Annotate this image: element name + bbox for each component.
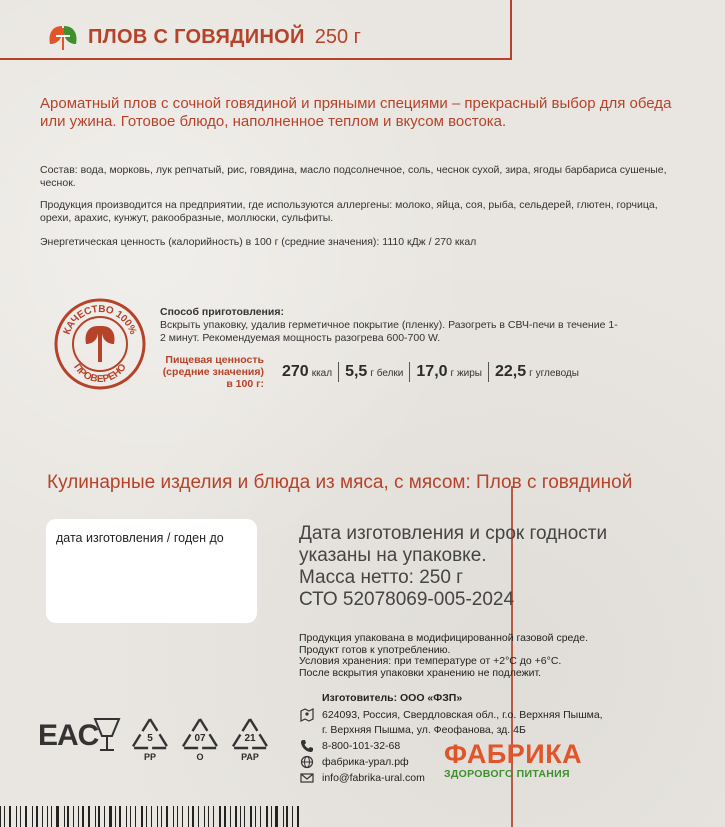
- barcode-bar: [67, 806, 68, 827]
- barcode-bar: [115, 806, 116, 827]
- barcode-bar: [126, 806, 127, 827]
- phone-number[interactable]: 8-800-101-32-68: [322, 740, 401, 752]
- barcode-bar: [157, 806, 158, 827]
- website-link[interactable]: фабрика-урал.рф: [322, 756, 409, 768]
- barcode-bar: [182, 806, 183, 827]
- top-divider-vertical: [510, 0, 512, 60]
- barcode-bar: [4, 806, 5, 827]
- nutrition-fat: [410, 363, 488, 381]
- product-category: Кулинарные изделия и блюда из мяса, с мясом: Плов с говядиной: [47, 472, 633, 493]
- package-info: [299, 633, 709, 679]
- brand-logo: [444, 740, 582, 780]
- barcode-bar: [219, 806, 221, 827]
- barcode-bar: [286, 806, 287, 827]
- barcode-bar: [188, 806, 189, 827]
- barcode-bar: [104, 806, 105, 827]
- address-line: г. Верхняя Пышма, ул. Феофанова, зд. 4Б: [322, 724, 526, 736]
- barcode-bar: [235, 806, 236, 827]
- barcode-bar: [73, 806, 74, 827]
- seal-bottom-text: ПРОВЕРЕНО: [71, 361, 129, 386]
- barcode-bar: [146, 806, 147, 827]
- barcode-bar: [20, 806, 21, 827]
- brand-leaf-icon: [48, 24, 78, 50]
- barcode-bar: [244, 806, 245, 827]
- preparation-text: Вскрыть упаковку, удалив герметичное покрытие (пленку). Разогреть в СВЧ-печи в течение 1-2 минут. Рекомендуемая мощность разогрева 600-700 W.: [160, 319, 618, 344]
- barcode-bar: [25, 806, 26, 827]
- nutrition-label-line: (средние значения): [162, 366, 264, 378]
- barcode-bar: [255, 806, 256, 827]
- product-header: [48, 24, 361, 50]
- preparation-block: [160, 306, 620, 345]
- nutrition-label-line: в 100 г:: [226, 378, 264, 390]
- nutrition-label: [160, 354, 264, 390]
- barcode-bar: [47, 806, 48, 827]
- product-title: ПЛОВ С ГОВЯДИНОЙ: [88, 25, 305, 48]
- recycle-label: O: [196, 752, 204, 762]
- date-box-label: дата изготовления / годен до: [56, 531, 224, 545]
- globe-icon: [300, 755, 314, 769]
- address-line: 624093, Россия, Свердловская обл., г.о. Верхняя Пышма,: [322, 709, 603, 721]
- barcode-bar: [109, 806, 111, 827]
- phone-icon: [300, 739, 314, 753]
- nutrition-protein: [339, 363, 409, 381]
- date-info: [299, 523, 699, 611]
- manufacturer-website: [300, 755, 409, 770]
- barcode-strip: [0, 806, 300, 827]
- barcode-bar: [151, 806, 152, 827]
- nutrition-unit: г белки: [370, 368, 404, 379]
- barcode-bar: [64, 806, 65, 827]
- food-safe-icon: [92, 716, 122, 756]
- package-info-line: Продукция упакована в модифицированной газовой среде.: [299, 632, 589, 644]
- nutrition-value: 270: [282, 363, 309, 380]
- product-description: Ароматный плов с сочной говядиной и пряными специями – прекрасный выбор для обеда или ужина. Готовое блюдо, наполненное теплом и вкусом востока.: [40, 95, 672, 130]
- nutrition-unit: г жиры: [450, 368, 482, 379]
- barcode-bar: [166, 806, 168, 827]
- barcode-bar: [135, 806, 136, 827]
- nutrition-value: 17,0: [416, 363, 448, 380]
- barcode-bar: [240, 806, 241, 827]
- allergens-text: Продукция производится на предприятии, где используются аллергены: молоко, яйца, соя, рыба, сельдерей, глютен, горчица, орехи, арахис, кунжут, ракообразные, моллюски, сульфиты.: [40, 199, 658, 224]
- seal-top-text: КАЧЕСТВО 100%: [61, 303, 139, 337]
- nutrition-facts: [160, 354, 720, 390]
- quality-seal-icon: [52, 296, 148, 392]
- nutrition-unit: ккал: [311, 368, 333, 379]
- barcode-bar: [177, 806, 178, 827]
- manufacturer-address: [300, 708, 603, 738]
- net-weight: Масса нетто: 250 г: [299, 567, 464, 588]
- barcode-bar: [250, 806, 252, 827]
- barcode-bar: [208, 806, 209, 827]
- energy-value-text: Энергетическая ценность (калорийность) в 100 г (средние значения): 1110 кДж / 270 ккал: [40, 236, 477, 248]
- top-divider: [0, 58, 512, 60]
- date-info-line: Дата изготовления и срок годности: [299, 523, 608, 544]
- barcode-bar: [204, 806, 205, 827]
- mail-icon: [300, 771, 314, 785]
- barcode-bar: [9, 806, 11, 827]
- map-icon: [300, 708, 314, 722]
- storage-conditions: Условия хранения: при температуре от +2°С до +6°С.: [299, 655, 562, 667]
- barcode-bar: [260, 806, 261, 827]
- preparation-heading: Способ приготовления:: [160, 306, 284, 318]
- production-date-box: [46, 519, 257, 623]
- nutrition-label-line: Пищевая ценность: [165, 354, 264, 366]
- barcode-bar: [0, 806, 1, 827]
- recycle-o: [178, 716, 222, 762]
- recycle-pp: [128, 716, 172, 762]
- barcode-bar: [51, 806, 52, 827]
- barcode-bar: [283, 806, 284, 827]
- product-weight: 250 г: [314, 25, 361, 48]
- barcode-bar: [32, 806, 33, 827]
- manufacturer-email: [300, 771, 425, 786]
- eac-mark: EAC: [38, 719, 99, 752]
- barcode-bar: [297, 806, 298, 827]
- barcode-bar: [266, 806, 267, 827]
- barcode-bar: [141, 806, 143, 827]
- barcode-bar: [119, 806, 120, 827]
- nutrition-value: 5,5: [345, 363, 368, 380]
- recycle-pap: [228, 716, 272, 762]
- barcode-bar: [56, 806, 58, 827]
- barcode-bar: [161, 806, 162, 827]
- package-info-line: После вскрытия упаковки хранению не подлежит.: [299, 666, 542, 679]
- barcode-bar: [78, 806, 79, 827]
- barcode-bar: [275, 806, 277, 827]
- brand-logo-name: ФАБРИКА: [444, 739, 583, 769]
- barcode-bar: [173, 806, 174, 827]
- barcode-bar: [271, 806, 272, 827]
- nutrition-carbs: [489, 363, 585, 381]
- composition-text: Состав: вода, морковь, лук репчатый, рис, говядина, масло подсолнечное, соль, чеснок сухой, зира, ягоды барбариса сушеные, чеснок.: [40, 164, 667, 189]
- nutrition-kcal: [276, 363, 338, 381]
- date-info-line: указаны на упаковке.: [299, 545, 487, 566]
- barcode-bar: [192, 806, 194, 827]
- manufacturer-phone: [300, 739, 400, 754]
- barcode-bar: [88, 806, 89, 827]
- package-info-line: Продукт готов к употреблению.: [299, 643, 451, 656]
- barcode-bar: [230, 806, 231, 827]
- barcode-bar: [130, 806, 131, 827]
- barcode-bar: [42, 806, 43, 827]
- barcode-bar: [98, 806, 99, 827]
- nutrition-unit: г углеводы: [529, 368, 579, 379]
- package-symbols: [38, 716, 272, 762]
- barcode-bar: [198, 806, 199, 827]
- email-link[interactable]: info@fabrika-ural.com: [322, 772, 425, 784]
- barcode-bar: [82, 806, 84, 827]
- barcode-bar: [16, 806, 17, 827]
- barcode-bar: [95, 806, 96, 827]
- brand-logo-tagline: ЗДОРОВОГО ПИТАНИЯ: [444, 768, 570, 780]
- recycle-code: 21: [244, 733, 256, 744]
- manufacturer-label: Изготовитель: ООО «ФЗП»: [322, 692, 463, 704]
- recycle-code: 5: [147, 733, 153, 744]
- barcode-bar: [224, 806, 225, 827]
- recycle-label: PP: [143, 752, 156, 762]
- standard-code: СТО 52078069-005-2024: [299, 589, 515, 610]
- nutrition-value: 22,5: [495, 363, 527, 380]
- barcode-bar: [292, 806, 293, 827]
- recycle-label: PAP: [241, 752, 259, 762]
- barcode-bar: [36, 806, 38, 827]
- barcode-bar: [213, 806, 214, 827]
- recycle-code: 07: [194, 733, 206, 744]
